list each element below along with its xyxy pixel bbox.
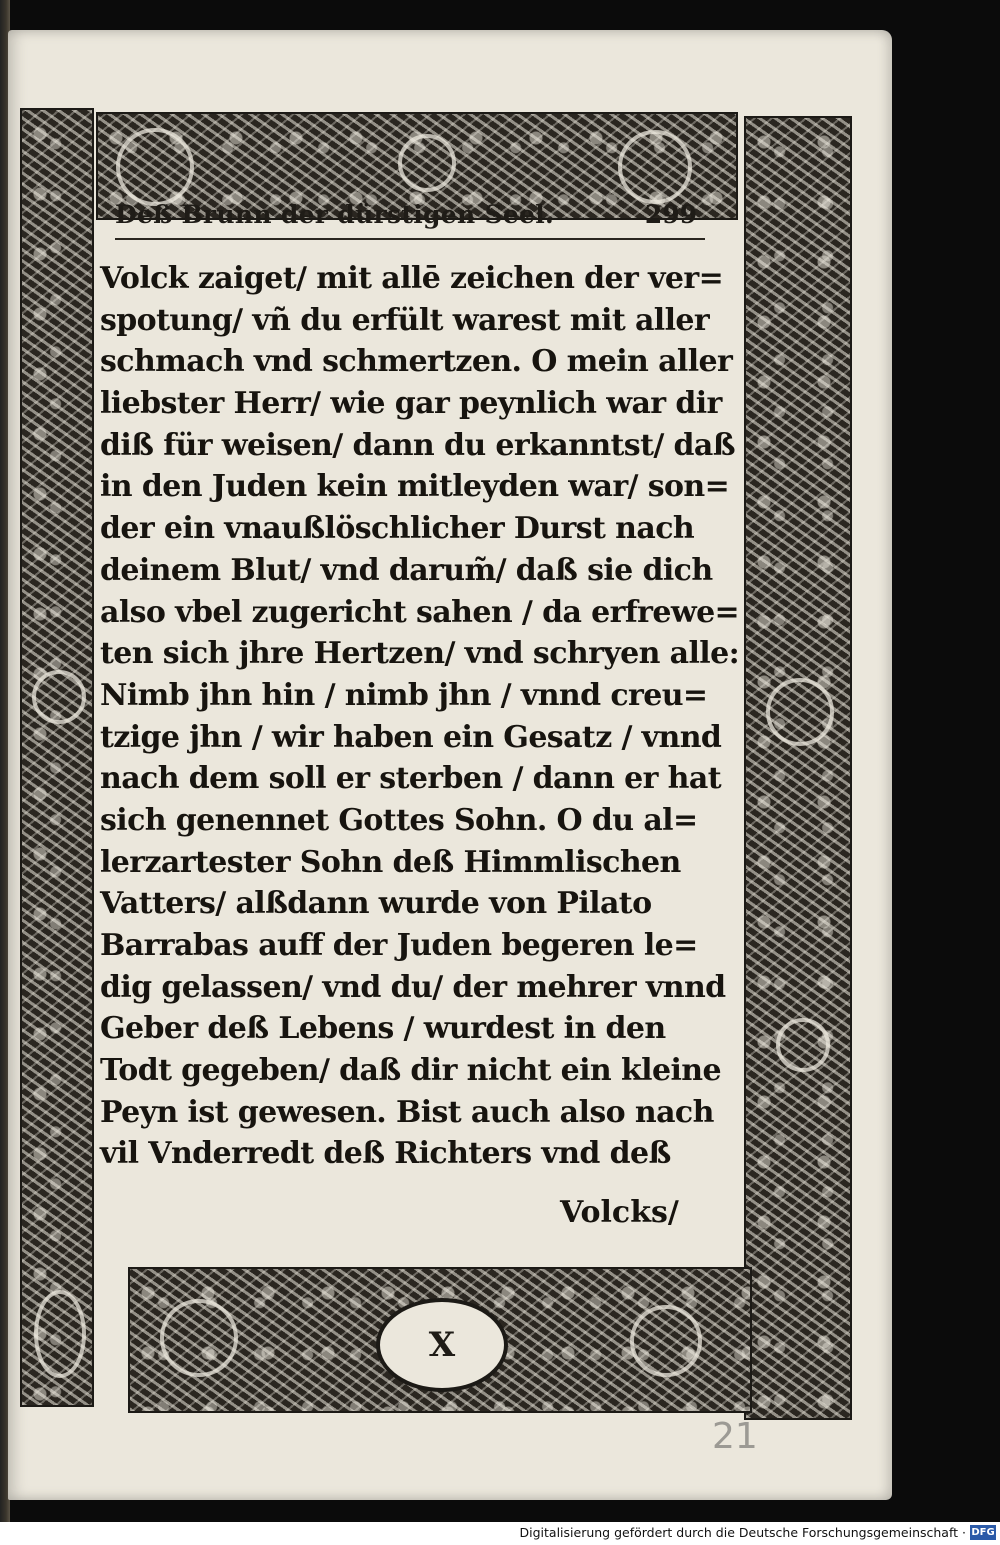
text-line: sich genennet Gottes Sohn. O du al=: [100, 802, 698, 838]
woodcut-border-left: [20, 108, 94, 1407]
footer-credit: Digitalisierung gefördert durch die Deutsche Forschungsgemeinschaft ·: [519, 1525, 966, 1540]
text-line: liebster Herr/ wie gar peynlich war dir: [100, 386, 722, 422]
footer-bar: [0, 1522, 1000, 1545]
text-line: nach dem soll er sterben / dann er hat: [100, 761, 721, 797]
woodcut-border-right: [744, 116, 852, 1420]
catchword: Volcks/: [560, 1195, 679, 1230]
text-line: Volck zaiget/ mit allē zeichen der ver=: [100, 261, 724, 296]
running-head: [115, 194, 705, 240]
text-line: lerzartester Sohn deß Himmlischen: [100, 844, 681, 880]
running-title: Deß Brunn der dürstigen Seel.: [115, 200, 555, 229]
text-line: diß für weisen/ dann du erkanntst/ daß: [100, 427, 735, 463]
text-block: [100, 258, 750, 1175]
dfg-logo-icon: DFG: [971, 1527, 995, 1538]
text-line: Todt gegeben/ daß dir nicht ein kleine: [100, 1053, 721, 1089]
text-line: ten sich jhre Hertzen/ vnd schryen alle:: [100, 636, 740, 672]
signature-cartouche: [376, 1298, 508, 1392]
text-line: Vatters/ alßdann wurde von Pilato: [100, 886, 652, 922]
text-line: Geber deß Lebens / wurdest in den: [100, 1011, 666, 1047]
text-line: der ein vnaußlöschlicher Durst nach: [100, 511, 695, 547]
text-line: in den Juden kein mitleyden war/ son=: [100, 469, 730, 505]
text-line: schmach vnd schmertzen. O mein aller: [100, 344, 733, 380]
page-number: 299: [644, 200, 697, 229]
text-line: dig gelassen/ vnd du/ der mehrer vnnd: [100, 969, 726, 1005]
text-line: also vbel zugericht sahen / da erfrewe=: [100, 594, 740, 630]
pencil-shelfmark: 21: [712, 1416, 758, 1457]
text-line: Nimb jhn hin / nimb jhn / vnnd creu=: [100, 677, 708, 713]
text-line: Peyn ist gewesen. Bist auch also nach: [100, 1094, 714, 1130]
text-line: vil Vnderredt deß Richters vnd deß: [100, 1136, 671, 1172]
signature-mark: X: [428, 1325, 456, 1365]
text-line: tzige jhn / wir haben ein Gesatz / vnnd: [100, 719, 722, 755]
text-line: deinem Blut/ vnd darum̃/ daß sie dich: [100, 552, 713, 588]
text-line: Barrabas auff der Juden begeren le=: [100, 928, 698, 963]
text-line: spotung/ vñ du erfült warest mit aller: [100, 302, 710, 338]
